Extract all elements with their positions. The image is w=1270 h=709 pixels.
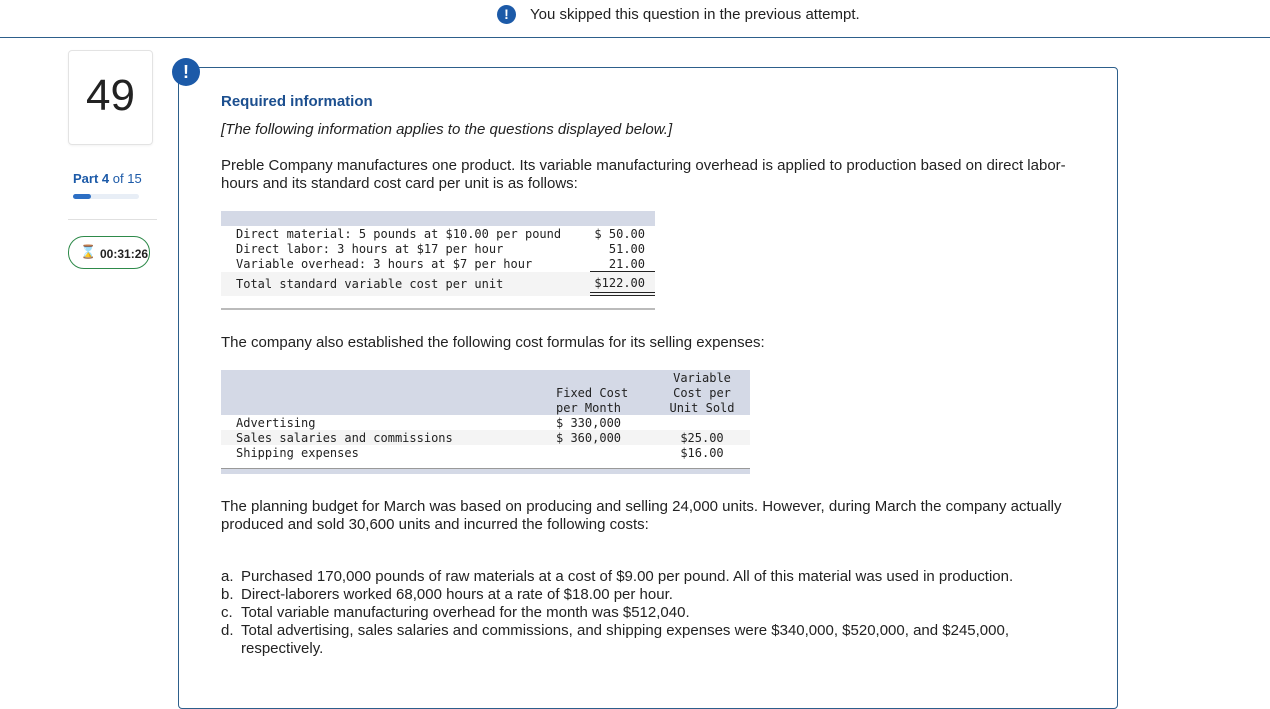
- list-item: [221, 622, 1081, 658]
- part-progress-fill: [73, 194, 91, 199]
- timer-text: 00:31:26: [100, 247, 149, 261]
- cost-card-row-label: Variable overhead: 3 hours at $7 per hour: [236, 257, 533, 271]
- question-number: 49: [86, 71, 135, 120]
- cost-card-total-label: Total standard variable cost per unit: [236, 277, 504, 291]
- list-letter: b.: [221, 586, 234, 603]
- cost-card-header: [221, 211, 655, 226]
- part-label: Part 4: [73, 171, 110, 186]
- cost-card-row-value: 21.00: [608, 257, 645, 271]
- banner-text: You skipped this question in the previous attempt.: [530, 6, 860, 23]
- selling-row-fixed: $ 330,000: [556, 416, 622, 430]
- info-note: [The following information applies to the questions displayed below.]: [221, 121, 673, 138]
- cost-card-row-value: $ 50.00: [594, 227, 645, 241]
- alert-icon: !: [172, 58, 200, 86]
- fixed-header-line: Fixed Cost: [556, 386, 629, 400]
- list-text: Purchased 170,000 pounds of raw materials at a cost of $9.00 per pound. All of this material was used in production.: [241, 568, 1014, 585]
- budget-paragraph: The planning budget for March was based on producing and selling 24,000 units. However, during March the company actually produced and sold 30,600 units and incurred the following costs:: [221, 498, 1062, 533]
- intro-paragraph: Preble Company manufactures one product. Its variable manufacturing overhead is applied to production based on direct labor-hours and its standard cost card per unit is as follows:: [221, 157, 1066, 192]
- list-item: [221, 586, 1081, 604]
- list-letter: c.: [221, 604, 233, 621]
- hourglass-icon: ⌛: [80, 244, 97, 259]
- cost-card-total-value: $122.00: [594, 276, 645, 290]
- list-text: Direct-laborers worked 68,000 hours at a rate of $18.00 per hour.: [241, 586, 673, 603]
- table-bottom-border: [221, 308, 655, 310]
- list-item: [221, 568, 1081, 586]
- list-letter: d.: [221, 622, 234, 639]
- variable-header-line: Unit Sold: [669, 401, 735, 415]
- cost-card-row-value: 51.00: [608, 242, 645, 256]
- selling-expenses-table: [221, 370, 750, 474]
- selling-row-variable: $16.00: [680, 446, 724, 460]
- part-of: of 15: [112, 171, 142, 186]
- selling-row-label: Sales salaries and commissions: [236, 431, 453, 445]
- table-bottom-border: [221, 468, 750, 474]
- part-indicator: [73, 171, 142, 186]
- list-item: [221, 604, 1081, 622]
- selling-row-fixed: $ 360,000: [556, 431, 622, 445]
- exclamation-icon: !: [497, 5, 516, 24]
- sidebar-divider: [68, 219, 157, 220]
- total-double-underline: [590, 295, 655, 296]
- selling-row-label: Advertising: [236, 416, 316, 430]
- cost-card-row-label: Direct labor: 3 hours at $17 per hour: [236, 242, 504, 256]
- timer: [68, 236, 150, 269]
- part-progress-bar: [73, 194, 139, 199]
- selling-row-variable: $25.00: [680, 431, 724, 445]
- selling-intro: The company also established the following cost formulas for its selling expenses:: [221, 334, 765, 351]
- fixed-header-line: per Month: [556, 401, 622, 415]
- skipped-banner: [0, 0, 1270, 38]
- standard-cost-card-table: [221, 211, 655, 311]
- list-letter: a.: [221, 568, 234, 585]
- cost-card-row-label: Direct material: 5 pounds at $10.00 per pound: [236, 227, 562, 241]
- required-heading: Required information: [221, 93, 373, 110]
- list-text: Total variable manufacturing overhead for the month was $512,040.: [241, 604, 690, 621]
- incurred-costs-list: [221, 568, 1081, 658]
- variable-header-line: Variable: [673, 371, 731, 385]
- question-number-box: [68, 50, 153, 145]
- list-text: Total advertising, sales salaries and commissions, and shipping expenses were $340,000, $520,000, and $245,000, respectively.: [241, 622, 1009, 657]
- selling-row-label: Shipping expenses: [236, 446, 359, 460]
- total-double-underline: [590, 292, 655, 293]
- variable-header-line: Cost per: [673, 386, 731, 400]
